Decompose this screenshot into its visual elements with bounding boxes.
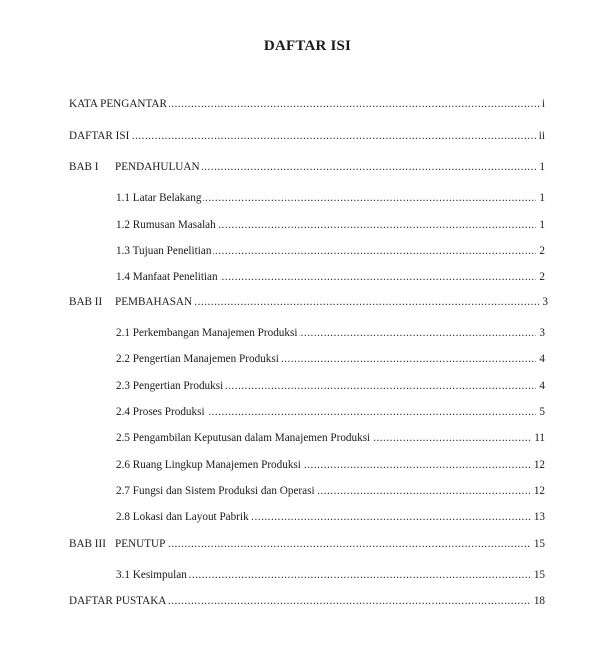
toc-entry-text: 1.1 Latar Belakang [116, 192, 202, 204]
toc-page-number: 3 [539, 294, 548, 310]
toc-entry-text: 2.2 Pengertian Manajemen Produksi [116, 353, 279, 365]
toc-entry [69, 128, 545, 144]
toc-page-number: 13 [531, 509, 545, 525]
toc-page-number: i [539, 96, 545, 112]
toc-page-number: 2 [536, 243, 545, 259]
toc-entry [69, 536, 545, 552]
toc-page-number: 1 [536, 190, 545, 206]
toc-page-number: 1 [536, 217, 545, 233]
toc-entry [116, 217, 545, 233]
toc-chapter-number: BAB I [69, 161, 99, 173]
toc-entry-label [69, 96, 169, 112]
toc-entry-text: 2.5 Pengambilan Keputusan dalam Manajemen Produksi [116, 432, 371, 444]
toc-entry-text: 2.6 Ruang Lingkup Manajemen Produksi [116, 459, 301, 471]
toc-entry-label [116, 430, 372, 446]
toc-entry [69, 96, 545, 112]
toc-entry-label [69, 159, 202, 175]
toc-entry-label [116, 404, 207, 420]
dot-leader [69, 128, 545, 144]
toc-entry-label [116, 509, 251, 525]
toc-entry [116, 325, 545, 341]
toc-entry-text: KATA PENGANTAR [69, 98, 167, 110]
toc-page-number: ii [536, 128, 545, 144]
toc-entry-text: PEMBAHASAN [115, 296, 193, 308]
toc-entry [116, 509, 545, 525]
toc-chapter-number: BAB III [69, 538, 106, 550]
toc-entry [116, 243, 545, 259]
toc-entry [69, 294, 548, 310]
toc-entry-text: 1.4 Manfaat Penelitian [116, 271, 218, 283]
toc-entry [116, 351, 545, 367]
toc-entry-label [116, 325, 299, 341]
toc-entry-label [116, 351, 281, 367]
toc-page-number: 18 [531, 593, 545, 609]
toc-entry-label [69, 593, 168, 609]
toc-page-number: 4 [536, 351, 545, 367]
toc-entry-label [116, 190, 203, 206]
toc-page-number: 12 [531, 457, 545, 473]
toc-entry [116, 269, 545, 285]
toc-entry-text: DAFTAR PUSTAKA [69, 595, 167, 607]
toc-entry-text: PENDAHULUAN [115, 161, 200, 173]
toc-chapter-number: BAB II [69, 296, 103, 308]
toc-entry [116, 378, 545, 394]
toc-page-number: 3 [536, 325, 545, 341]
toc-entry [116, 483, 545, 499]
toc-entry [116, 190, 545, 206]
toc-page-number: 1 [536, 159, 545, 175]
toc-entry-label [69, 294, 194, 310]
toc-page-number: 15 [531, 536, 545, 552]
toc-page-number: 4 [536, 378, 545, 394]
toc-entry-label [116, 217, 218, 233]
toc-entry-text: 3.1 Kesimpulan [116, 569, 187, 581]
toc-page-number: 2 [536, 269, 545, 285]
toc-entry [69, 593, 545, 609]
toc-entry-text: DAFTAR ISI [69, 130, 130, 142]
toc-entry-label [116, 483, 317, 499]
toc-entry-label [116, 457, 303, 473]
toc-page-number: 5 [536, 404, 545, 420]
toc-entry-label [69, 536, 167, 552]
toc-entry-label [116, 269, 220, 285]
toc-entry-text: 2.7 Fungsi dan Sistem Produksi dan Operasi [116, 485, 315, 497]
toc-entry [116, 430, 545, 446]
toc-entry [69, 159, 545, 175]
page-title: DAFTAR ISI [263, 38, 352, 54]
toc-entry-label [116, 378, 225, 394]
toc-entry-label [69, 128, 131, 144]
toc-page-number: 15 [531, 567, 545, 583]
toc-entry-text: 2.3 Pengertian Produksi [116, 380, 224, 392]
toc-entry-text: PENUTUP [115, 538, 166, 550]
toc-page-number: 12 [531, 483, 545, 499]
toc-entry [116, 404, 545, 420]
toc-entry-text: 1.2 Rumusan Masalah [116, 219, 216, 231]
toc-entry-text: 1.3 Tujuan Penelitian [116, 245, 212, 257]
toc-entry-label [116, 567, 189, 583]
toc-entry-text: 2.8 Lokasi dan Layout Pabrik [116, 511, 249, 523]
toc-entry [116, 567, 545, 583]
toc-entry-label [116, 243, 213, 259]
toc-entry-text: 2.4 Proses Produksi [116, 406, 205, 418]
toc-page-number: 11 [531, 430, 545, 446]
toc-entry-text: 2.1 Perkembangan Manajemen Produksi [116, 327, 298, 339]
toc-entry [116, 457, 545, 473]
